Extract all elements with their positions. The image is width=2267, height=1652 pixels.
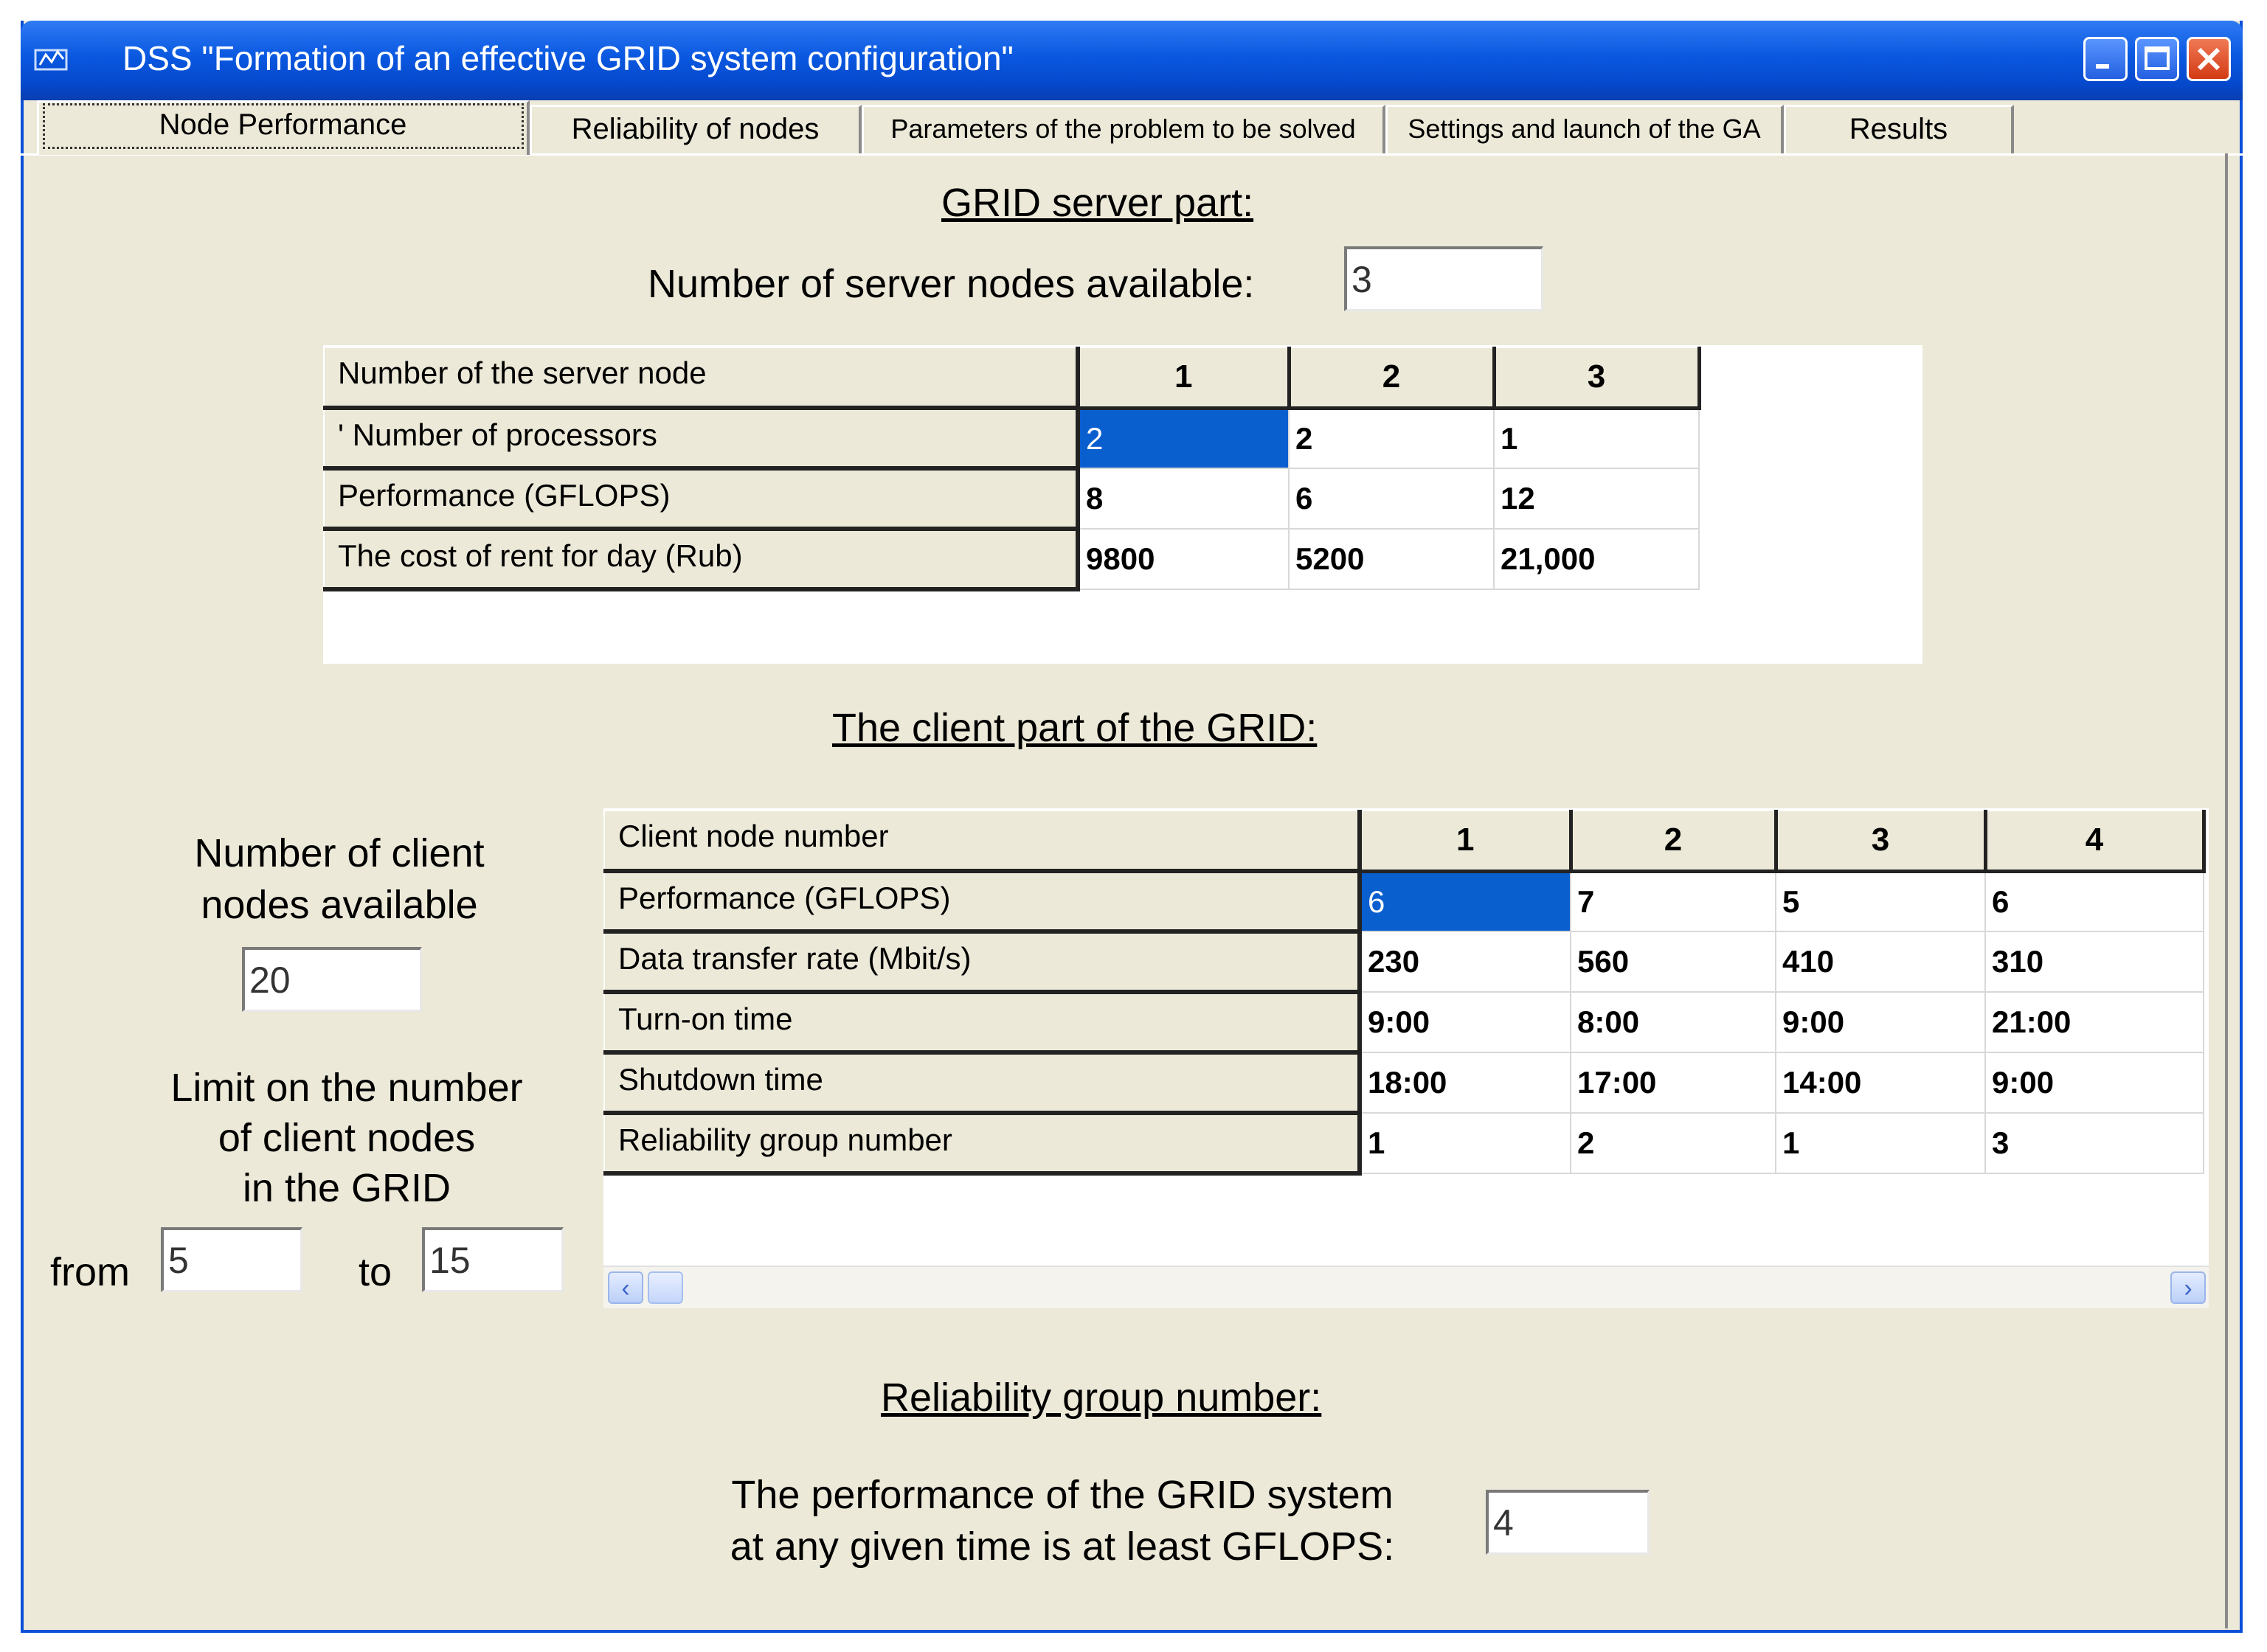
client-table-corner: Client node number [604,811,1360,871]
server-col-header[interactable]: 2 [1289,347,1494,408]
client-row-header: Performance (GFLOPS) [604,871,1360,931]
client-cell[interactable]: 2 [1571,1113,1776,1173]
client-row-header: Shutdown time [604,1052,1360,1113]
window-title: DSS "Formation of an effective GRID system configuration" [122,39,1014,77]
server-col-header[interactable]: 1 [1078,347,1289,408]
close-button[interactable] [2187,37,2231,81]
horizontal-scrollbar[interactable] [603,1266,2209,1308]
tab-label: Parameters of the problem to be solved [890,114,1356,144]
client-row-header: Turn-on time [604,992,1360,1052]
server-row-header: Performance (GFLOPS) [324,468,1078,529]
client-cell[interactable]: 230 [1360,931,1571,992]
scroll-thumb[interactable] [648,1271,683,1304]
client-cell[interactable]: 5 [1776,871,1985,931]
client-cell[interactable]: 21:00 [1985,992,2204,1052]
from-label: from [50,1250,130,1294]
client-cell[interactable]: 17:00 [1571,1052,1776,1113]
server-cell[interactable]: 21,000 [1494,529,1699,589]
client-cell[interactable]: 8:00 [1571,992,1776,1052]
server-cell[interactable]: 2 [1289,408,1494,468]
tab-settings-ga[interactable] [1385,105,1784,153]
server-row-header: The cost of rent for day (Rub) [324,529,1078,589]
tab-label: Results [1849,113,1948,145]
server-cell[interactable]: 8 [1078,468,1289,529]
scroll-left-icon[interactable]: ‹ [608,1271,643,1304]
server-col-header[interactable]: 3 [1494,347,1699,408]
client-heading: The client part of the GRID: [832,706,1318,750]
server-cell[interactable]: 5200 [1289,529,1494,589]
from-input[interactable] [161,1227,302,1292]
server-table [323,347,1701,591]
maximize-button[interactable] [2135,37,2179,81]
client-cell[interactable]: 3 [1985,1113,2204,1173]
client-cell[interactable]: 560 [1571,931,1776,992]
client-cell[interactable]: 1 [1776,1113,1985,1173]
client-cell[interactable]: 410 [1776,931,1985,992]
client-row-header: Reliability group number [604,1113,1360,1173]
performance-label: at any given time is at least GFLOPS: [730,1524,1395,1569]
server-count-input[interactable] [1344,246,1543,311]
app-icon [34,43,68,77]
client-table [603,810,2206,1176]
client-cell[interactable]: 310 [1985,931,2204,992]
server-cell[interactable]: 9800 [1078,529,1289,589]
server-row-header: ' Number of processors [324,408,1078,468]
tab-reliability-of-nodes[interactable] [530,105,862,153]
client-limit-label: in the GRID [242,1166,451,1210]
client-col-header[interactable]: 4 [1985,811,2204,871]
tab-focus-rect [43,103,524,149]
tab-panel-shadow [2225,153,2228,1628]
client-cell[interactable]: 7 [1571,871,1776,931]
client-col-header[interactable]: 1 [1360,811,1571,871]
server-heading: GRID server part: [941,181,1254,225]
client-cell[interactable]: 18:00 [1360,1052,1571,1113]
client-count-input[interactable] [242,947,422,1012]
reliability-heading: Reliability group number: [881,1375,1322,1420]
server-cell-selected[interactable]: 2 [1078,408,1289,468]
server-count-label: Number of server nodes available: [648,262,1255,306]
tab-results[interactable] [1784,105,2014,153]
client-cell[interactable]: 14:00 [1776,1052,1985,1113]
server-cell[interactable]: 6 [1289,468,1494,529]
tab-label: Settings and launch of the GA [1408,114,1761,144]
client-cell[interactable]: 6 [1985,871,2204,931]
client-row-header: Data transfer rate (Mbit/s) [604,931,1360,992]
tab-label: Reliability of nodes [571,113,820,145]
minimize-button[interactable] [2083,37,2128,81]
title-bar[interactable] [21,21,2243,100]
performance-label: The performance of the GRID system [731,1473,1394,1517]
client-limit-label: Limit on the number [170,1066,523,1110]
tab-label: Node Performance [159,108,407,141]
tab-parameters[interactable] [862,105,1385,153]
client-count-label: nodes available [201,883,478,927]
client-col-header[interactable]: 2 [1571,811,1776,871]
scroll-right-icon[interactable]: › [2170,1271,2206,1304]
client-limit-label: of client nodes [218,1116,476,1160]
client-count-label: Number of client [194,831,485,875]
performance-input[interactable] [1486,1490,1650,1555]
to-label: to [359,1250,392,1294]
client-cell-selected[interactable]: 6 [1360,871,1571,931]
to-input[interactable] [422,1227,564,1292]
client-cell[interactable]: 9:00 [1776,992,1985,1052]
server-cell[interactable]: 1 [1494,408,1699,468]
server-cell[interactable]: 12 [1494,468,1699,529]
client-col-header[interactable]: 3 [1776,811,1985,871]
server-table-corner: Number of the server node [324,347,1078,408]
client-cell[interactable]: 9:00 [1360,992,1571,1052]
client-cell[interactable]: 9:00 [1985,1052,2204,1113]
client-cell[interactable]: 1 [1360,1113,1571,1173]
